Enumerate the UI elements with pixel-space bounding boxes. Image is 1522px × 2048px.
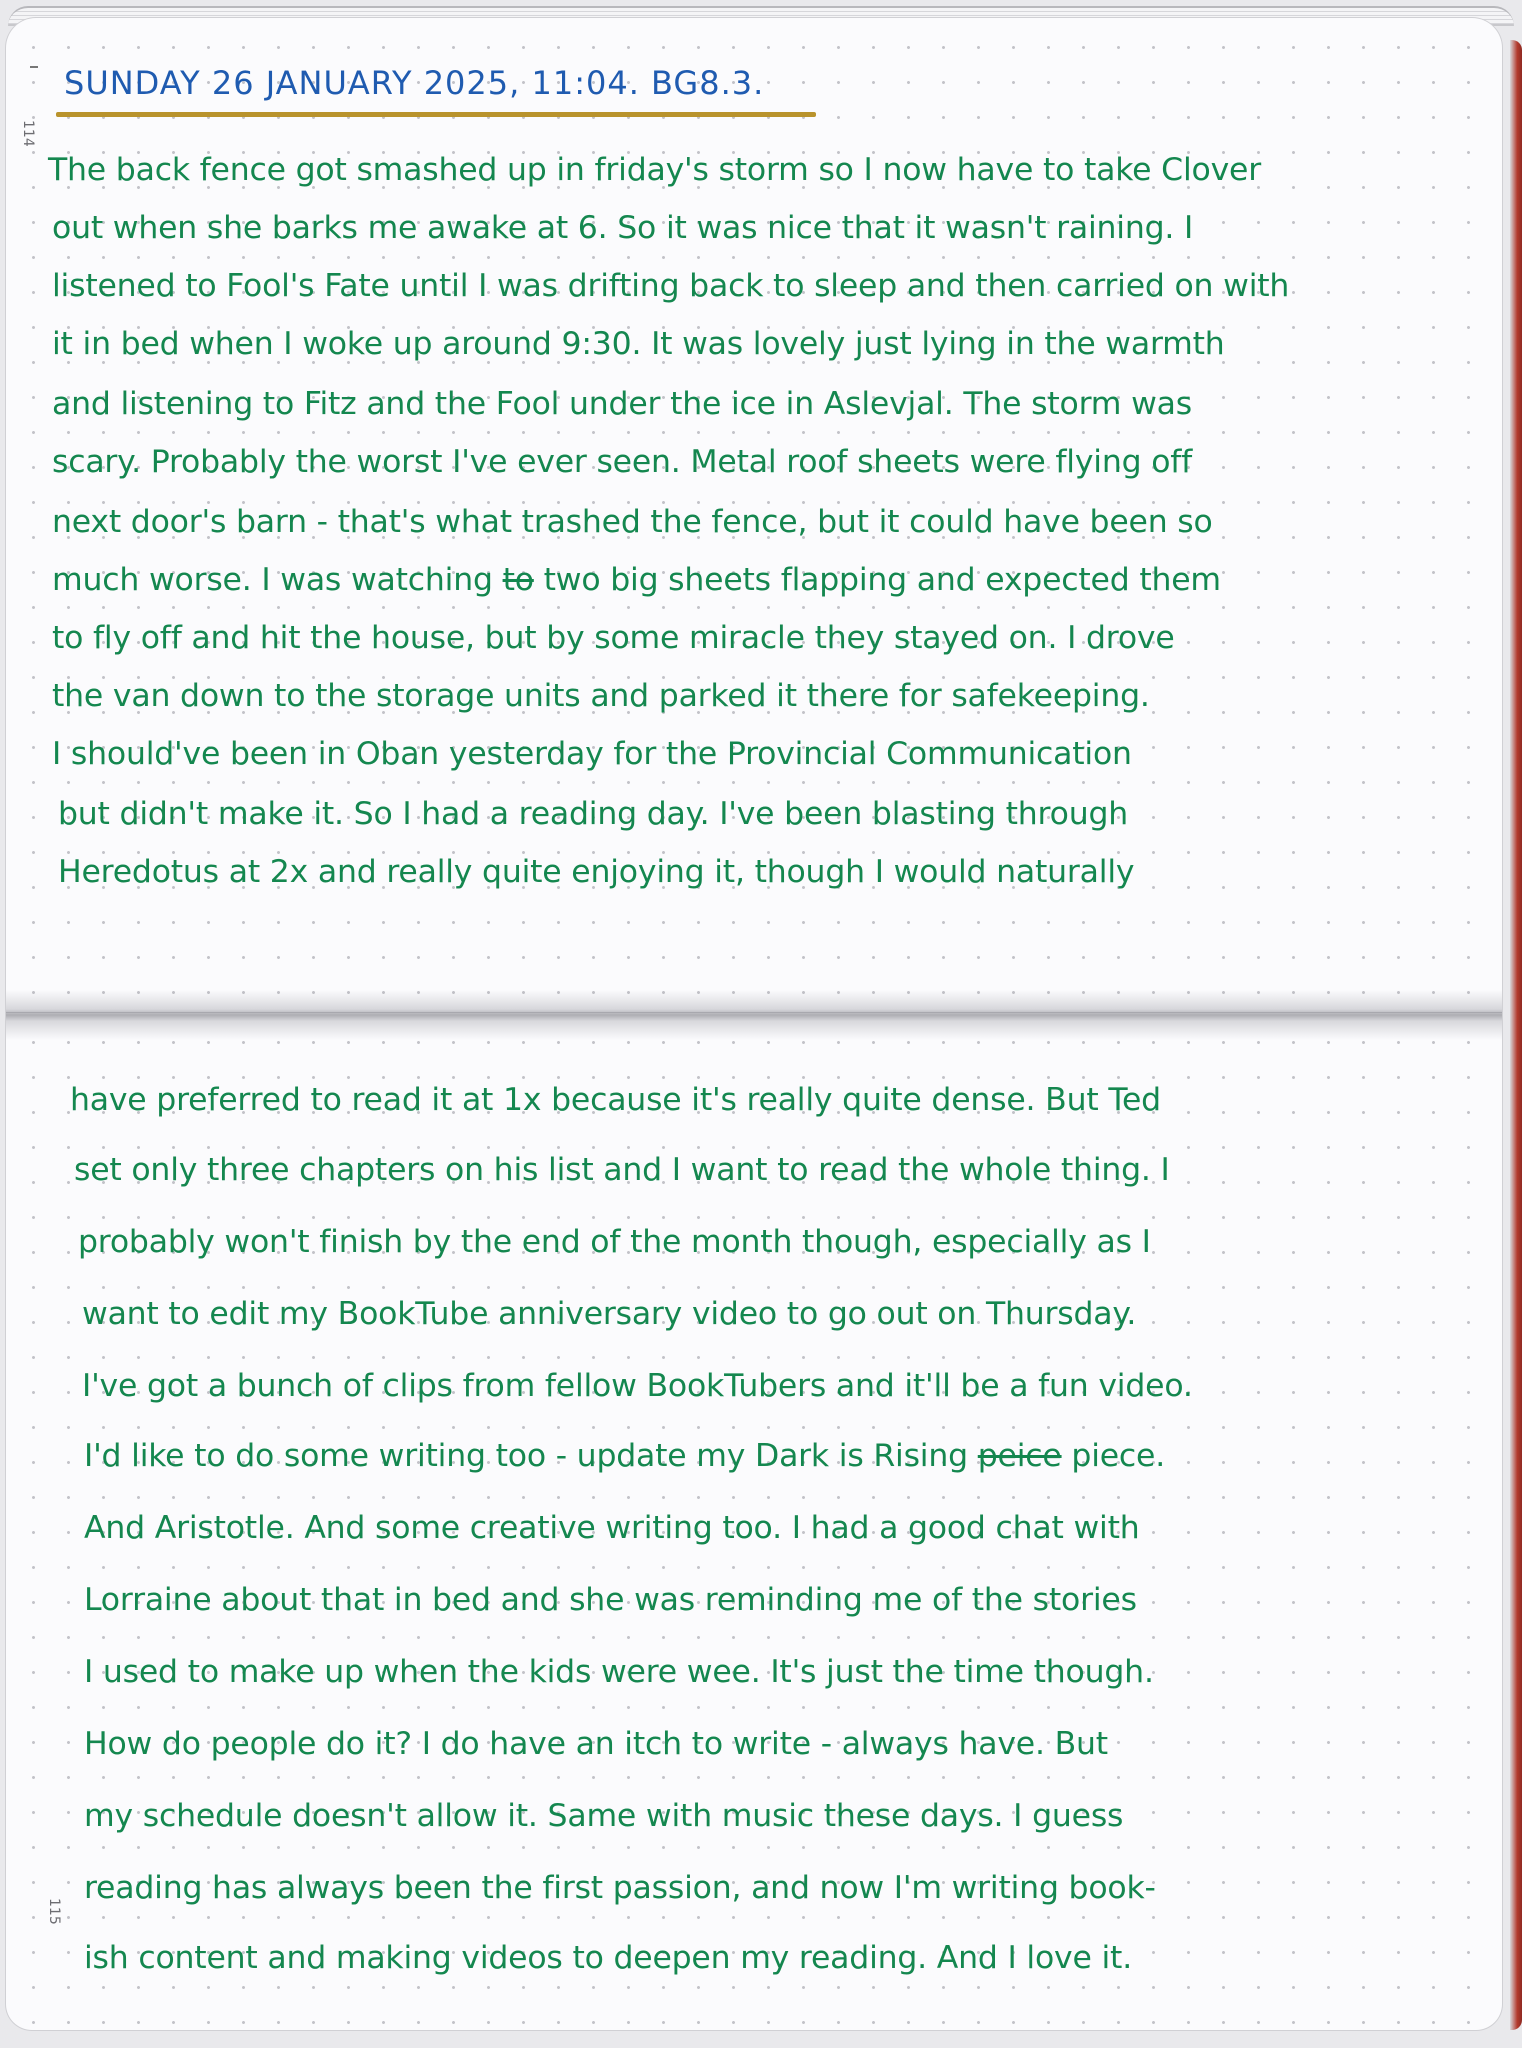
text-line: scary. Probably the worst I've ever seen. Metal roof sheets were flying off: [52, 444, 1193, 480]
text-line: listened to Fool's Fate until I was drifting back to sleep and then carried on with: [52, 268, 1290, 304]
corner-mark: [30, 66, 38, 68]
struck-word: peice: [977, 1438, 1062, 1474]
text-line: I'd like to do some writing too - update my Dark is Rising peice piece.: [84, 1438, 1166, 1474]
text-line: have preferred to read it at 1x because it's really quite dense. But Ted: [70, 1082, 1161, 1118]
text-line: much worse. I was watching to two big sheets flapping and expected them: [52, 562, 1221, 598]
text-line: Heredotus at 2x and really quite enjoying it, though I would naturally: [58, 854, 1135, 890]
entry-date-header: SUNDAY 26 JANUARY 2025, 11:04. BG8.3.: [64, 64, 765, 102]
text-line: to fly off and hit the house, but by some miracle they stayed on. I drove: [52, 620, 1175, 656]
text-line: I've got a bunch of clips from fellow BookTubers and it'll be a fun video.: [82, 1368, 1193, 1404]
text-line: my schedule doesn't allow it. Same with music these days. I guess: [84, 1798, 1124, 1834]
text-line: The back fence got smashed up in friday's storm so I now have to take Clover: [48, 152, 1261, 188]
text-line: want to edit my BookTube anniversary video to go out on Thursday.: [82, 1296, 1137, 1332]
text-line: the van down to the storage units and parked it there for safekeeping.: [52, 678, 1150, 714]
text-line: and listening to Fitz and the Fool under the ice in Aslevjal. The storm was: [52, 386, 1192, 422]
text-line: I used to make up when the kids were wee. It's just the time though.: [84, 1654, 1154, 1690]
text-line: but didn't make it. So I had a reading day. I've been blasting through: [58, 796, 1129, 832]
text-line: next door's barn - that's what trashed the fence, but it could have been so: [52, 504, 1213, 540]
text-line: ish content and making videos to deepen my reading. And I love it.: [84, 1940, 1133, 1976]
text-line: probably won't finish by the end of the month though, especially as I: [78, 1224, 1151, 1260]
text-line: reading has always been the first passion, and now I'm writing book-: [84, 1870, 1156, 1906]
cover-edge: [1510, 40, 1522, 2030]
header-underline: [56, 112, 816, 117]
page-number-lower: 115: [46, 1898, 62, 1925]
text-line: I should've been in Oban yesterday for the Provincial Communication: [52, 736, 1132, 772]
text-line: And Aristotle. And some creative writing too. I had a good chat with: [84, 1510, 1140, 1546]
struck-word: to: [502, 562, 534, 598]
text-line: out when she barks me awake at 6. So it was nice that it wasn't raining. I: [52, 210, 1194, 246]
page-number-upper: 114: [20, 120, 36, 147]
text-line: it in bed when I woke up around 9:30. It was lovely just lying in the warmth: [52, 326, 1225, 362]
text-line: set only three chapters on his list and I want to read the whole thing. I: [74, 1152, 1170, 1188]
text-line: How do people do it? I do have an itch to write - always have. But: [84, 1726, 1108, 1762]
text-line: Lorraine about that in bed and she was reminding me of the stories: [84, 1582, 1137, 1618]
